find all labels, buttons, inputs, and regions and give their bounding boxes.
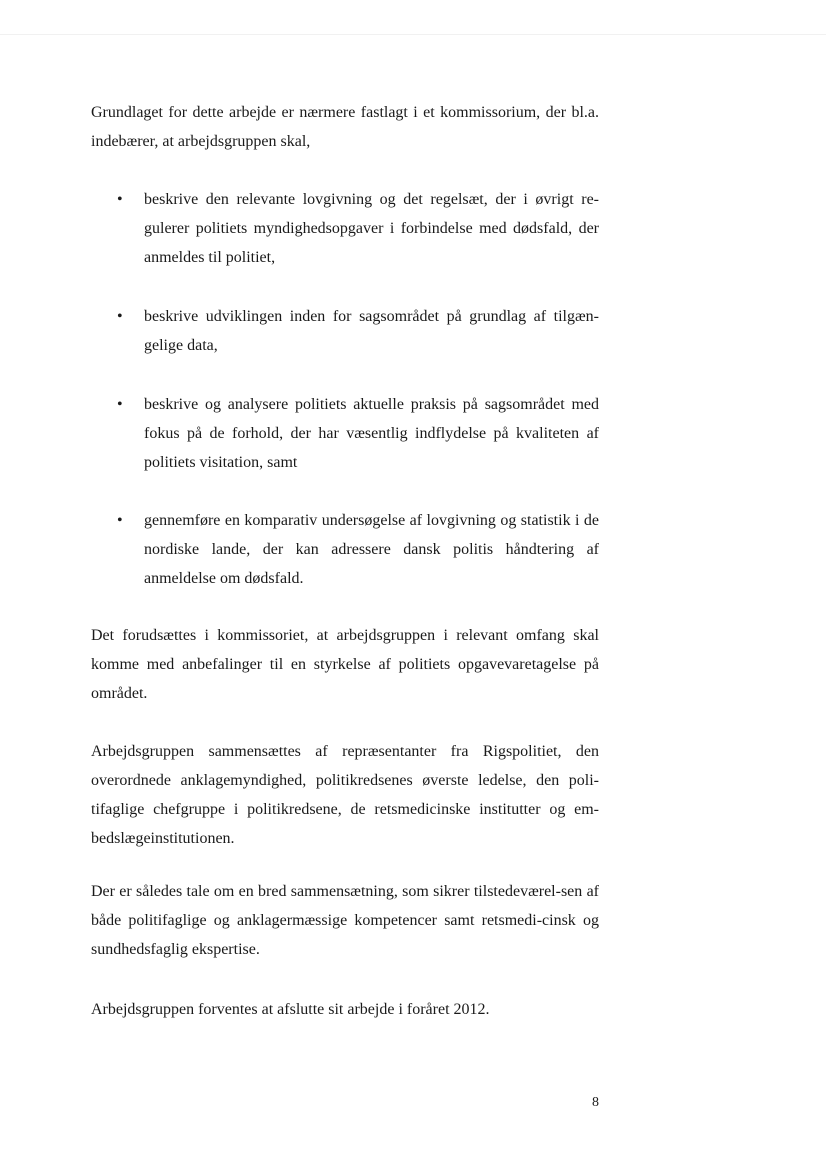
bullet-item [117, 185, 599, 272]
bullet-text: beskrive og analysere politiets aktuelle praksis på sagsområdet med fokus på de forhold, der har væsentlig indflydelse på kvaliteten af politiets visitation, samt [144, 396, 599, 471]
body-paragraph [91, 995, 599, 1024]
bullet-item [117, 302, 599, 360]
paragraph-text: Det forudsættes i kommissoriet, at arbejdsgruppen i relevant omfang skal komme med anbefalinger til en styrkelse af politiets opgavevaretagelse på området. [91, 627, 599, 702]
intro-paragraph [91, 98, 599, 156]
bullet-item [117, 506, 599, 593]
bullet-dot: • [117, 191, 123, 208]
paragraph-text: Arbejdsgruppen forventes at afslutte sit arbejde i foråret 2012. [91, 1001, 490, 1018]
bullet-text: gennemføre en komparativ undersøgelse af lovgivning og statistik i de nordiske lande, der kan adressere dansk politis håndtering af anmeldelse om dødsfald. [144, 512, 599, 587]
body-paragraph [91, 877, 599, 964]
bullet-dot: • [117, 308, 123, 325]
body-paragraph [91, 737, 599, 853]
bullet-dot: • [117, 396, 123, 413]
bullet-item [117, 390, 599, 477]
scan-edge-line [0, 34, 826, 35]
paragraph-text: Arbejdsgruppen sammensættes af repræsentanter fra Rigspolitiet, den overordnede anklagemyndighed, politikredsenes øverste ledelse, den poli-tifaglige chefgruppe i politikredsene, de retsmedicinske institutter og em-bedslægeinstitutionen. [91, 743, 599, 847]
page-number: 8 [592, 1095, 599, 1110]
bullet-text: beskrive udviklingen inden for sagsområdet på grundlag af tilgæn-gelige data, [144, 308, 599, 354]
bullet-text: beskrive den relevante lovgivning og det regelsæt, der i øvrigt re-gulerer politiets myndighedsopgaver i forbindelse med dødsfald, der anmeldes til politiet, [144, 191, 599, 266]
bullet-dot: • [117, 512, 123, 529]
body-paragraph [91, 621, 599, 708]
intro-text: Grundlaget for dette arbejde er nærmere fastlagt i et kommissorium, der bl.a. indebærer, at arbejdsgruppen skal, [91, 104, 599, 150]
paragraph-text: Der er således tale om en bred sammensætning, som sikrer tilstedeværel-sen af både politifaglige og anklagermæssige kompetencer samt retsmedi-cinsk og sundhedsfaglig ekspertise. [91, 883, 599, 958]
